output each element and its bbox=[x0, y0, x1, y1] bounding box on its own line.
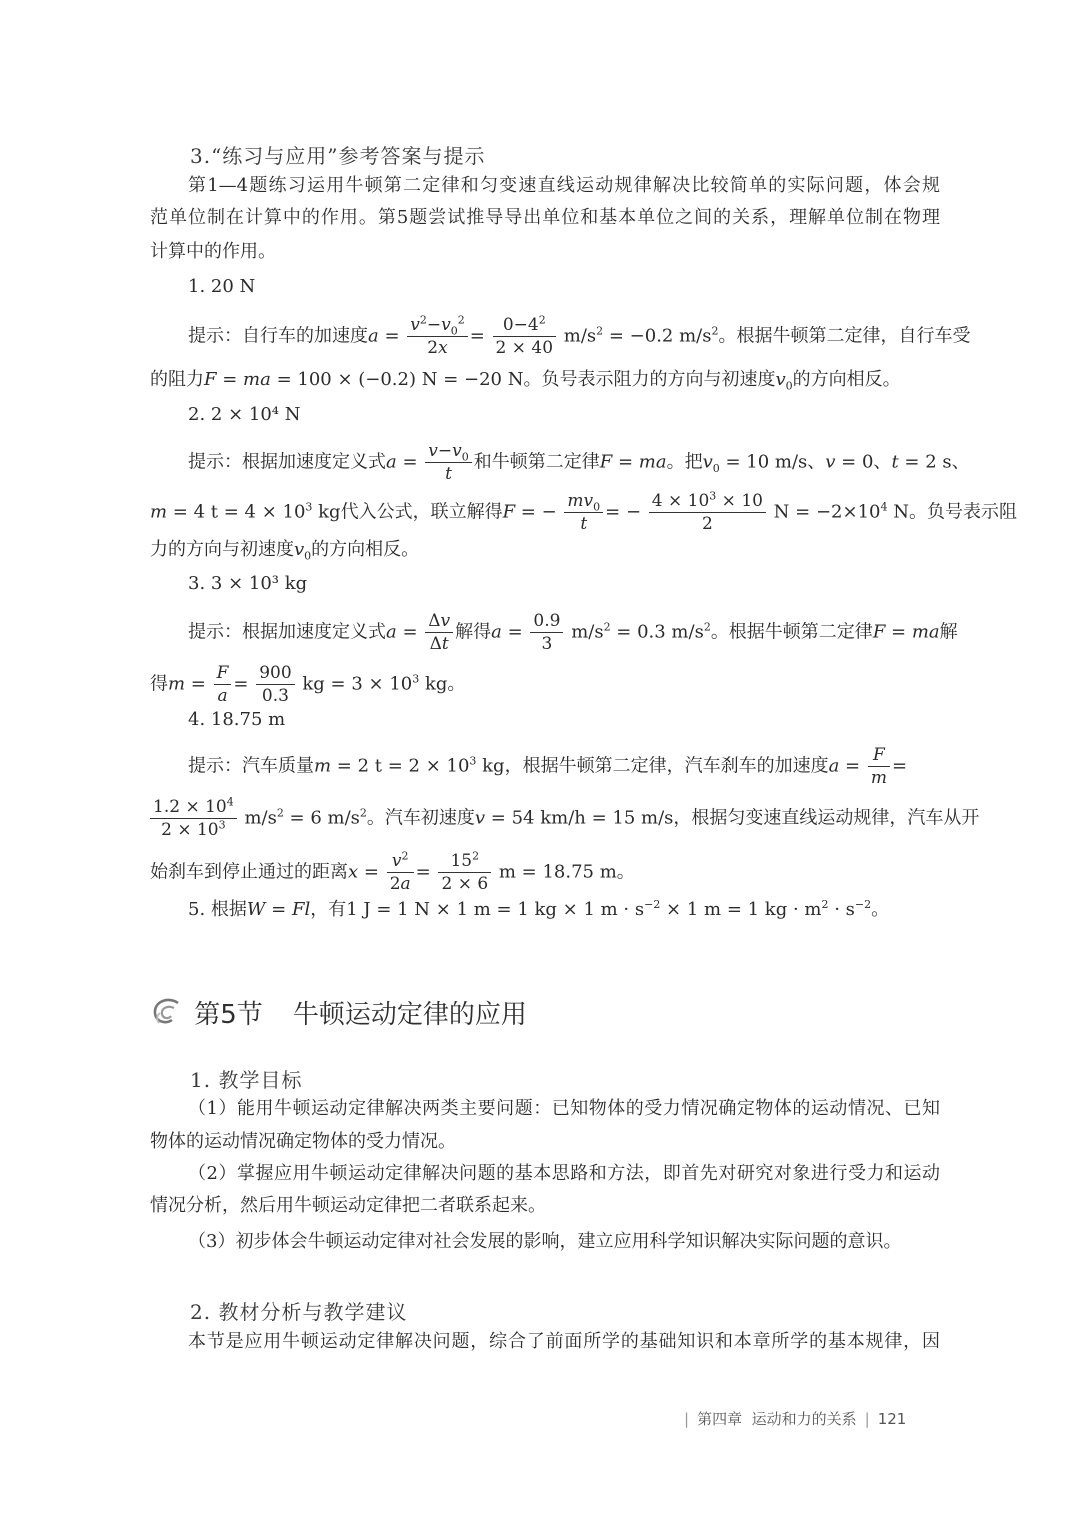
goal-1-line-1: （1）能用牛顿运动定律解决两类主要问题：已知物体的受力情况确定物体的运动情况、已知 bbox=[188, 1098, 940, 1119]
text: 的阻力 bbox=[150, 369, 204, 390]
section-heading: 3.“练习与应用”参考答案与提示 bbox=[190, 144, 486, 168]
formula: $\frac{15^2}{2 \times 6}$ bbox=[438, 850, 491, 895]
text: 和牛顿第二定律 bbox=[473, 451, 600, 473]
swirl-icon bbox=[150, 997, 184, 1027]
formula: $\frac{v^2}{2a}$ bbox=[387, 850, 414, 895]
hint-3-line-2: 得m = $\frac{F}{a}$ = $\frac{900}{0.3}$ kg = $3 \times 10^3$ kg。 bbox=[150, 663, 466, 706]
formula: $\frac{\Delta v}{\Delta t}$ bbox=[425, 610, 453, 655]
goal-2-line-1: （2）掌握应用牛顿运动定律解决问题的基本思路和方法，即首先对研究对象进行受力和运动 bbox=[188, 1163, 940, 1184]
formula: $\frac{900}{0.3}$ bbox=[256, 662, 294, 707]
section-5-title bbox=[150, 994, 527, 1031]
formula: $\frac{1.2 \times 10^4}{2 \times 10^3}$ bbox=[150, 796, 237, 841]
text: ，根据牛顿第二定律，汽车刹车的加速度 bbox=[504, 755, 829, 777]
section-number: 第5节 bbox=[194, 1000, 263, 1030]
hint-4-line-1: 提示：汽车质量m = 2 $t = 2 \times 10^3$ kg，根据牛顿第二定律，汽车刹车的加速度a = $\frac{F}{m}$ = bbox=[188, 745, 908, 788]
text: 得 bbox=[150, 673, 168, 695]
hint-2-line-2: m = 4 $t = 4 \times 10^3$ kg代入公式，联立解得F = − $\frac{mv_0}{t}$ = − $\frac{4 \times 10^3 \times 10}{2}$ $N = -2\times 10^4$ N。负号表示阻 bbox=[150, 489, 1017, 534]
text: 解得 bbox=[455, 621, 492, 643]
answer-2: 2. 2 × 10⁴ N bbox=[188, 404, 301, 425]
answer-3: 3. 3 × 10³ kg bbox=[188, 573, 308, 594]
text: 。汽车初速度 bbox=[366, 807, 475, 829]
text: ，有 bbox=[310, 899, 347, 920]
text: 力的方向与初速度 bbox=[150, 539, 294, 560]
text: 。根据牛顿第二定律 bbox=[710, 621, 873, 643]
text: 始刹车到停止通过的距离 bbox=[150, 861, 348, 883]
text: 解 bbox=[939, 621, 958, 643]
page-number: 121 bbox=[877, 1410, 907, 1428]
formula: $\frac{v-v_0}{t}$ bbox=[425, 440, 471, 485]
text: 5. 根据 bbox=[188, 899, 247, 920]
text: 。把 bbox=[666, 451, 703, 473]
analysis-line-1: 本节是应用牛顿运动定律解决问题，综合了前面所学的基础知识和本章所学的基本规律，因 bbox=[188, 1331, 940, 1352]
formula: $\frac{F}{m}$ bbox=[868, 744, 890, 789]
formula: $\frac{0-4^2}{2 \times 40}$ bbox=[493, 314, 557, 359]
text: 自行车的加速度 bbox=[242, 325, 368, 347]
paragraph-line: 第1—4题练习运用牛顿第二定律和匀变速直线运动规律解决比较简单的实际问题，体会规 bbox=[188, 175, 940, 196]
text: 。 bbox=[871, 899, 890, 920]
answer-1: 1. 20 N bbox=[188, 276, 256, 297]
goals-heading: 1. 教学目标 bbox=[190, 1068, 303, 1092]
hint-1-line-1: 提示：自行车的加速度a = $\frac{v^2-v_0^2}{2x}$ = $\frac{0-4^2}{2 \times 40}$ $m/s^2 = -0.2$ $m/s^2$。根据牛顿第二定律，自行车受 bbox=[188, 313, 971, 358]
hint-3-line-1: 提示：根据加速度定义式a = $\frac{\Delta v}{\Delta t}$ 解得a = $\frac{0.9}{3}$ $m/s^2 = 0.3$ $m/s^2$。根据牛顿第二定律F = ma解 bbox=[188, 611, 958, 654]
formula: $\frac{mv_0}{t}$ bbox=[564, 490, 603, 535]
text: 。负号表示阻力的方向与初速度 bbox=[523, 369, 776, 390]
formula: $\frac{F}{a}$ bbox=[214, 662, 232, 707]
formula: $\frac{0.9}{3}$ bbox=[530, 610, 563, 655]
hint-label: 提示： bbox=[188, 451, 242, 473]
hint-2-line-3: 力的方向与初速度$v_0$的方向相反。 bbox=[150, 539, 420, 563]
goal-1-line-2: 物体的运动情况确定物体的受力情况。 bbox=[150, 1131, 456, 1152]
formula: $\frac{4 \times 10^3 \times 10}{2}$ bbox=[649, 490, 766, 535]
hint-4-line-3: 始刹车到停止通过的距离x = $\frac{v^2}{2a}$ = $\frac{15^2}{2 \times 6}$ m = 18.75 m。 bbox=[150, 849, 635, 894]
text: 的方向相反。 bbox=[792, 369, 901, 390]
section-name: 牛顿运动定律的应用 bbox=[292, 1000, 527, 1030]
text: 代入公式，联立解得 bbox=[340, 501, 503, 523]
answer-5: 5. 根据W = Fl，有1 J = 1 N × 1 m = 1 kg × 1 $m \cdot s^{-2} \times 1$ m = 1 kg · $m^2 \cdot s^{-2}$。 bbox=[188, 898, 890, 920]
hint-1-line-2: 的阻力F = ma = 100 × (−0.2) N = −20 N。负号表示阻力的方向与初速度$v_0$的方向相反。 bbox=[150, 369, 901, 393]
text: 的方向相反。 bbox=[311, 539, 420, 560]
text: 。负号表示阻 bbox=[908, 501, 1017, 523]
hint-2-line-1: 提示：根据加速度定义式a = $\frac{v-v_0}{t}$ 和牛顿第二定律F = ma。把$v_0 = 10$ m/s、v = 0、t = 2 s、 bbox=[188, 441, 970, 484]
paragraph-line: 计算中的作用。 bbox=[150, 241, 276, 262]
hint-label: 提示： bbox=[188, 755, 242, 777]
hint-4-line-2: $\frac{1.2 \times 10^4}{2 \times 10^3}$ $m/s^2 = 6$ $m/s^2$。汽车初速度v = 54 km/h = 15 m/s，根据匀变速直线运动规律，汽车从开 bbox=[150, 796, 940, 841]
hint-label: 提示： bbox=[188, 325, 242, 347]
text: 汽车质量 bbox=[242, 755, 314, 777]
answer-4: 4. 18.75 m bbox=[188, 709, 286, 730]
footer-title: 运动和力的关系 bbox=[751, 1410, 857, 1428]
text: 根据加速度定义式 bbox=[242, 451, 386, 473]
text: ，根据匀变速直线运动规律，汽车从开 bbox=[673, 807, 980, 829]
goal-3: （3）初步体会牛顿运动定律对社会发展的影响，建立应用科学知识解决实际问题的意识。 bbox=[188, 1231, 902, 1252]
analysis-heading: 2. 教材分析与教学建议 bbox=[190, 1300, 408, 1324]
text: 根据加速度定义式 bbox=[242, 621, 386, 643]
goal-2-line-2: 情况分析，然后用牛顿运动定律把二者联系起来。 bbox=[150, 1195, 546, 1216]
hint-label: 提示： bbox=[188, 621, 242, 643]
footer-chapter: 第四章 bbox=[697, 1410, 743, 1428]
text: 。根据牛顿第二定律，自行车受 bbox=[718, 325, 971, 347]
formula: $\frac{v^2-v_0^2}{2x}$ bbox=[407, 314, 467, 359]
paragraph-line: 范单位制在计算中的作用。第5题尝试推导导出单位和基本单位之间的关系，理解单位制在物理 bbox=[150, 207, 940, 228]
page-footer: | 第四章 运动和力的关系 | 121 bbox=[684, 1410, 907, 1428]
